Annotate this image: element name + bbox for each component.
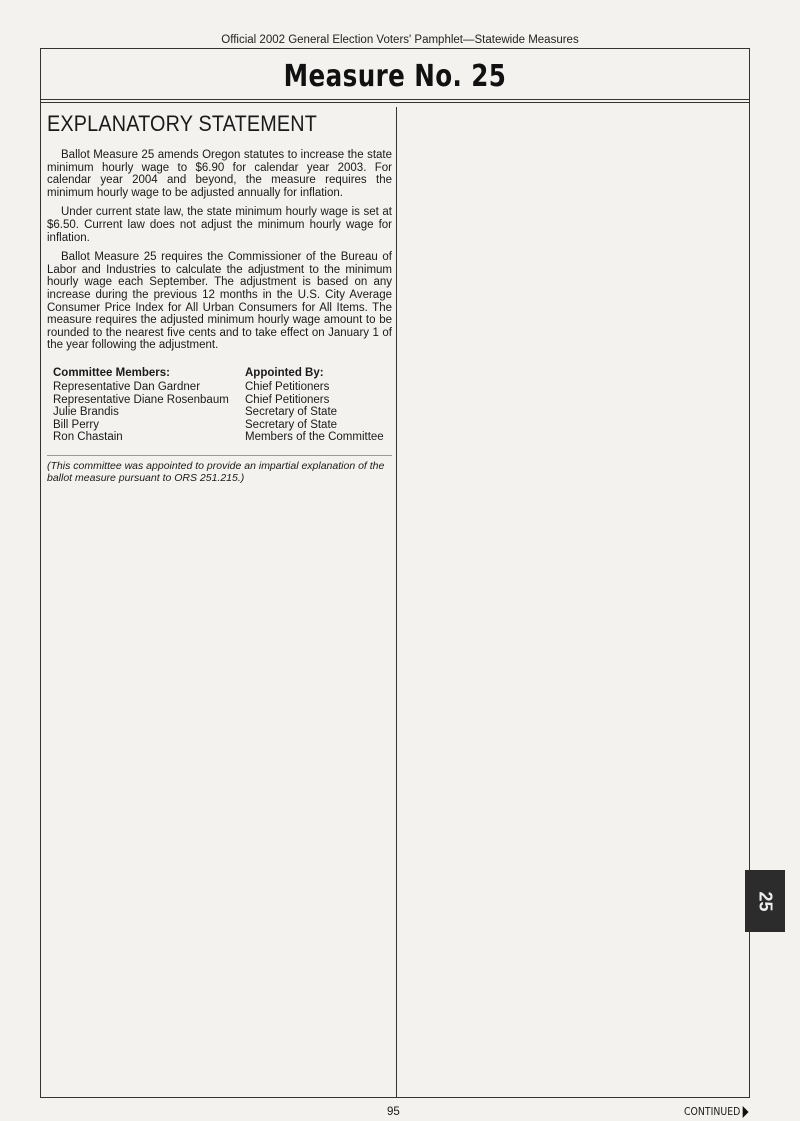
continued-indicator	[684, 1105, 749, 1118]
appointed-by-header: Appointed By:	[245, 366, 324, 379]
arrow-right-icon	[743, 1106, 749, 1118]
explanatory-paragraph: Under current state law, the state minimum hourly wage is set at $6.50. Current law does not adjust the minimum hourly wage for inflation.	[47, 206, 392, 244]
committee-members-header: Committee Members:	[53, 366, 170, 379]
explanatory-paragraph: Ballot Measure 25 requires the Commissioner of the Bureau of Labor and Industries to calculate the adjustment to the minimum hourly wage each September. The adjustment is based on any increase during the previous 12 months in the U.S. City Average Consumer Price Index for All Urban Consumers for All Items. The measure requires the adjusted minimum hourly wage amount to be rounded to the nearest five cents and to take effect on January 1 of the year following the adjustment.	[47, 251, 392, 352]
committee-member: Ron Chastain	[53, 430, 123, 443]
committee-member: Bill Perry	[53, 418, 100, 431]
measure-title: Measure No. 25	[283, 59, 507, 94]
committee-appointed-by: Secretary of State	[245, 418, 338, 431]
page-frame	[40, 48, 750, 1098]
committee-appointed-by: Members of the Committee	[245, 430, 384, 443]
committee-member: Representative Dan Gardner	[53, 381, 201, 394]
committee-note: (This committee was appointed to provide an impartial explanation of the ballot measure pursuant to ORS 251.215.)	[47, 455, 392, 484]
continued-label: CONTINUED	[684, 1105, 741, 1118]
running-header: Official 2002 General Election Voters' Pamphlet—Statewide Measures	[221, 34, 579, 46]
page-number: 95	[387, 1106, 400, 1118]
committee-member: Julie Brandis	[53, 406, 119, 419]
title-rule	[41, 99, 749, 103]
explanatory-heading: EXPLANATORY STATEMENT	[47, 111, 318, 136]
column-divider	[396, 107, 397, 1097]
committee-appointed-by: Chief Petitioners	[245, 381, 330, 394]
explanatory-paragraph: Ballot Measure 25 amends Oregon statutes to increase the state minimum hourly wage to $6.90 for calendar year 2003. For calendar year 2004 and beyond, the measure requires the minimum hourly wage to be adjusted annually for inflation.	[47, 149, 392, 199]
committee-table	[53, 367, 392, 443]
committee-member: Representative Diane Rosenbaum	[53, 393, 229, 406]
committee-appointed-by: Chief Petitioners	[245, 393, 330, 406]
committee-appointed-by: Secretary of State	[245, 406, 338, 419]
measure-tab-label: 25	[755, 890, 776, 912]
explanatory-column	[47, 111, 392, 484]
measure-tab	[745, 870, 785, 932]
